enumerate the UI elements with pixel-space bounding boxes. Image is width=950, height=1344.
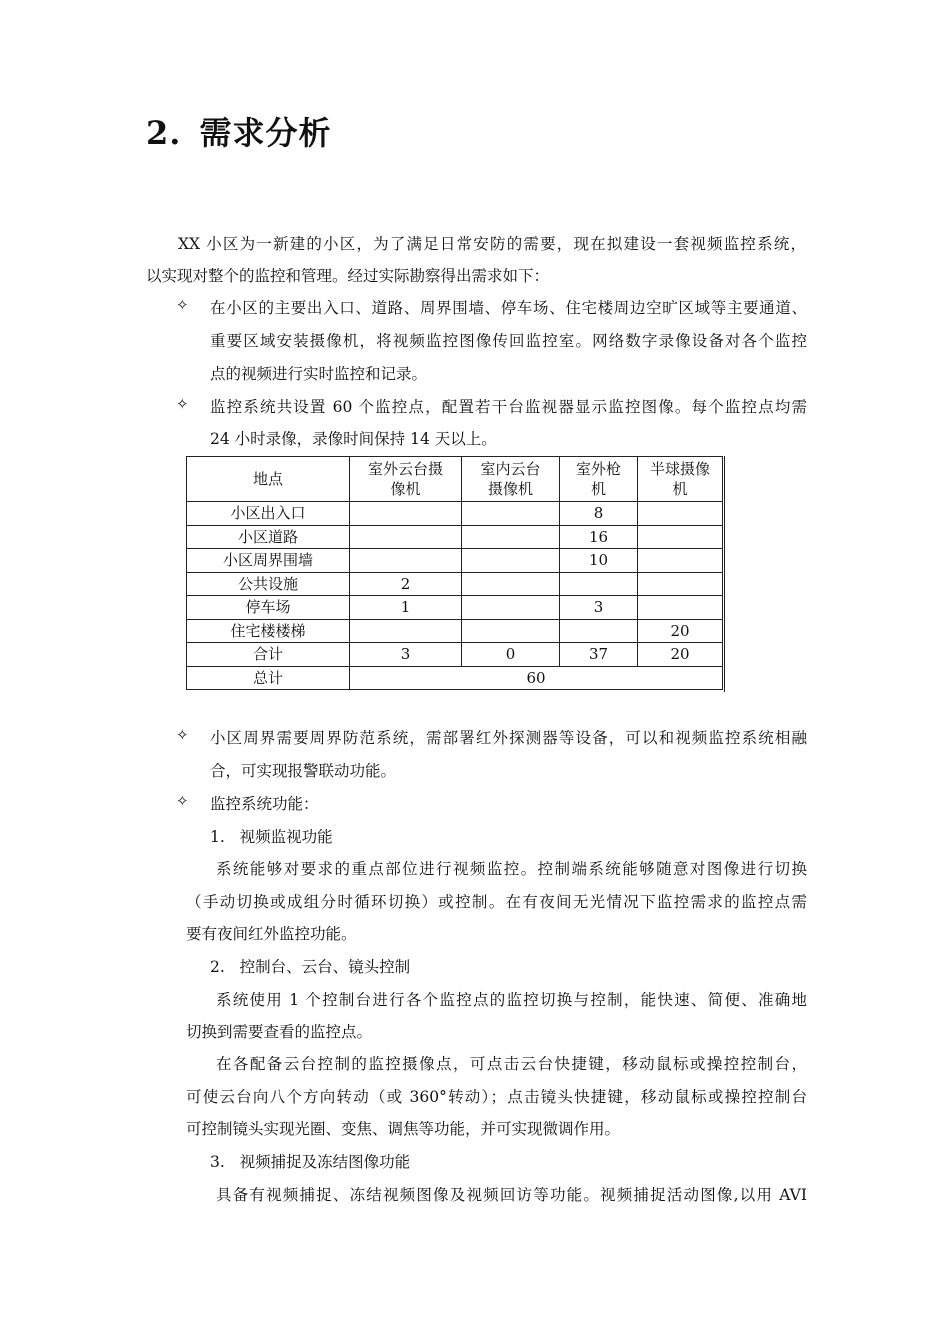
table-cell bbox=[350, 549, 462, 573]
table-cell: 20 bbox=[638, 643, 723, 667]
intro-line-2: 以实现对整个的监控和管理。经过实际勘察得出需求如下： bbox=[146, 267, 550, 285]
header-dome: 半球摄像 机 bbox=[638, 457, 723, 502]
function-1-line-2: （手动切换或成组分时循环切换）或控制。在有夜间无光情况下监控需求的监控点需 bbox=[186, 893, 807, 911]
header-outdoor-ptz: 室外云台摄 像机 bbox=[350, 457, 462, 502]
table-cell: 住宅楼楼梯 bbox=[187, 619, 350, 643]
table-cell bbox=[560, 619, 638, 643]
section-title: 需求分析 bbox=[199, 114, 332, 152]
table-cell bbox=[350, 502, 462, 526]
camera-requirement-table bbox=[186, 456, 723, 690]
function-2-p1-line-1: 系统使用 1 个控制台进行各个监控点的监控切换与控制，能快速、简便、准确地 bbox=[216, 991, 807, 1009]
table-right-border bbox=[724, 456, 725, 692]
table-row bbox=[187, 572, 723, 596]
function-2-p2-line-1: 在各配备云台控制的监控摄像点，可点击云台快捷键，移动鼠标或操控控制台， bbox=[216, 1055, 807, 1073]
table-cell bbox=[638, 549, 723, 573]
table-row-subtotal bbox=[187, 643, 723, 667]
table-cell bbox=[560, 572, 638, 596]
table-cell bbox=[638, 525, 723, 549]
table-cell: 3 bbox=[350, 643, 462, 667]
header-indoor-ptz: 室内云台 摄像机 bbox=[462, 457, 560, 502]
bullet-1-line-1: 在小区的主要出入口、道路、周界围墙、停车场、住宅楼周边空旷区域等主要通道、 bbox=[210, 299, 807, 317]
intro-line-1: XX 小区为一新建的小区，为了满足日常安防的需要，现在拟建设一套视频监控系统， bbox=[178, 235, 806, 253]
table-cell: 8 bbox=[560, 502, 638, 526]
function-1-title: 1. 视频监视功能 bbox=[210, 828, 333, 846]
function-2-p2-line-3: 可控制镜头实现光圈、变焦、调焦等功能，并可实现微调作用。 bbox=[186, 1120, 621, 1138]
function-3-title: 3. 视频捕捉及冻结图像功能 bbox=[210, 1153, 411, 1171]
table-cell: 3 bbox=[560, 596, 638, 620]
bullet-1-line-2: 重要区域安装摄像机，将视频监控图像传回监控室。网络数字录像设备对各个监控 bbox=[210, 332, 807, 350]
bullet-2-line-2: 24 小时录像，录像时间保持 14 天以上。 bbox=[210, 430, 497, 448]
bullet-icon: ✧ bbox=[176, 395, 189, 413]
bullet-2-line-1: 监控系统共设置 60 个监控点，配置若干台监视器显示监控图像。每个监控点均需 bbox=[210, 398, 807, 416]
table-cell bbox=[350, 525, 462, 549]
table-row bbox=[187, 502, 723, 526]
table-cell: 2 bbox=[350, 572, 462, 596]
table-row bbox=[187, 596, 723, 620]
table-cell: 16 bbox=[560, 525, 638, 549]
function-2-p1-line-2: 切换到需要查看的监控点。 bbox=[186, 1023, 373, 1041]
function-2-p2-line-2: 可使云台向八个方向转动（或 360°转动）；点击镜头快捷键，移动鼠标或操控控制台 bbox=[186, 1088, 807, 1106]
table-cell bbox=[462, 619, 560, 643]
table-cell: 公共设施 bbox=[187, 572, 350, 596]
table-cell bbox=[638, 596, 723, 620]
table-cell bbox=[350, 619, 462, 643]
table-cell: 小区周界围墙 bbox=[187, 549, 350, 573]
table-cell: 20 bbox=[638, 619, 723, 643]
table-cell: 小区道路 bbox=[187, 525, 350, 549]
table-cell: 合计 bbox=[187, 643, 350, 667]
function-1-line-3: 要有夜间红外监控功能。 bbox=[186, 925, 357, 943]
table-cell: 1 bbox=[350, 596, 462, 620]
table-cell: 37 bbox=[560, 643, 638, 667]
section-heading bbox=[146, 108, 332, 154]
table-cell bbox=[462, 572, 560, 596]
total-value: 60 bbox=[350, 666, 723, 690]
table-cell bbox=[638, 502, 723, 526]
table-cell: 0 bbox=[462, 643, 560, 667]
table-row bbox=[187, 525, 723, 549]
bullet-3-line-2: 合，可实现报警联动功能。 bbox=[210, 762, 397, 780]
table-cell bbox=[462, 502, 560, 526]
function-1-line-1: 系统能够对要求的重点部位进行视频监控。控制端系统能够随意对图像进行切换 bbox=[216, 860, 807, 878]
bullet-3-line-1: 小区周界需要周界防范系统，需部署红外探测器等设备，可以和视频监控系统相融 bbox=[210, 729, 807, 747]
table-header-row bbox=[187, 457, 723, 502]
bullet-icon: ✧ bbox=[176, 296, 189, 314]
table-cell bbox=[462, 549, 560, 573]
total-label: 总计 bbox=[187, 666, 350, 690]
table-row-total bbox=[187, 666, 723, 690]
bullet-icon: ✧ bbox=[176, 726, 189, 744]
function-3-line-1: 具备有视频捕捉、冻结视频图像及视频回访等功能。视频捕捉活动图像,以用 AVI bbox=[216, 1186, 807, 1204]
section-number: 2. bbox=[146, 114, 182, 152]
table-cell bbox=[638, 572, 723, 596]
table-cell: 小区出入口 bbox=[187, 502, 350, 526]
header-outdoor-bullet: 室外枪 机 bbox=[560, 457, 638, 502]
bullet-icon: ✧ bbox=[176, 792, 189, 810]
table-cell: 停车场 bbox=[187, 596, 350, 620]
table-cell: 10 bbox=[560, 549, 638, 573]
header-location: 地点 bbox=[187, 457, 350, 502]
table-cell bbox=[462, 596, 560, 620]
function-2-title: 2. 控制台、云台、镜头控制 bbox=[210, 958, 411, 976]
table-row bbox=[187, 619, 723, 643]
table-cell bbox=[462, 525, 560, 549]
bullet-1-line-3: 点的视频进行实时监控和记录。 bbox=[210, 365, 428, 383]
bullet-4-line-1: 监控系统功能： bbox=[210, 795, 319, 813]
table-row bbox=[187, 549, 723, 573]
